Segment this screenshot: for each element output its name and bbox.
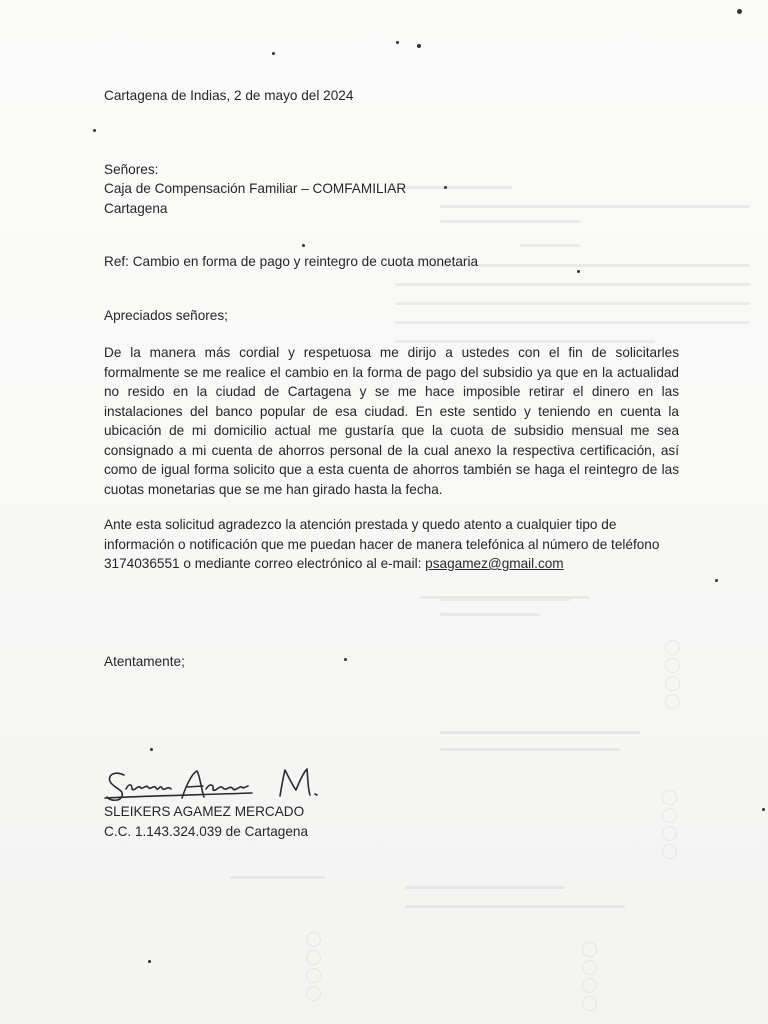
- scan-speck: [715, 579, 718, 582]
- letter-body: [104, 86, 679, 671]
- scan-speck: [417, 44, 421, 48]
- signer-id: C.C. 1.143.324.039 de Cartagena: [104, 824, 309, 839]
- scan-speck: [150, 748, 153, 751]
- scan-speck: [148, 960, 151, 963]
- scan-speck: [737, 9, 742, 14]
- signer-name: SLEIKERS AGAMEZ MERCADO: [104, 804, 305, 819]
- scan-speck: [93, 129, 96, 132]
- signer-block: [104, 802, 504, 842]
- recipient-organization: Caja de Compensación Familiar – COMFAMILIAR: [104, 181, 407, 196]
- email-link[interactable]: psagamez@gmail.com: [425, 556, 564, 571]
- scan-speck: [762, 808, 765, 811]
- greeting: Apreciados señores;: [104, 307, 228, 323]
- scan-speck: [272, 52, 275, 55]
- body-paragraph-2: [104, 515, 679, 574]
- body-paragraph-2-text: Ante esta solicitud agradezco la atención prestada y quedo atento a cualquier tipo de información o notificación que me puedan hacer de manera telefónica al número de teléfono 3174036551 o mediante correo electrónico al e-mail:: [104, 517, 660, 571]
- scan-speck: [396, 41, 399, 44]
- body-paragraph-1: De la manera más cordial y respetuosa me dirijo a ustedes con el fin de solicitarles formalmente se me realice el cambio en la forma de pago del subsidio ya que en la actualidad no resido en la ciudad de Cartagena y se me hace imposible retirar el dinero en las instalaciones del banco popular de esa ciudad. En este sentido y teniendo en cuenta la ubicación de mi domicilio actual me gustaría que la cuota de subsidio mensual me sea consignado a mi cuenta de ahorros personal de la cual anexo la respectiva certificación, así como de igual forma solicito que a esta cuenta de ahorros también se haga el reintegro de las cuotas monetarias que se me han girado hasta la fecha.: [104, 345, 679, 497]
- recipient-city: Cartagena: [104, 200, 168, 216]
- recipient-salutation: Señores:: [104, 161, 159, 177]
- reference-line: Ref: Cambio en forma de pago y reintegro de cuota monetaria: [104, 254, 479, 269]
- date-line: Cartagena de Indias, 2 de mayo del 2024: [104, 88, 354, 103]
- recipient-block: [104, 160, 679, 219]
- closing: Atentamente;: [104, 653, 185, 669]
